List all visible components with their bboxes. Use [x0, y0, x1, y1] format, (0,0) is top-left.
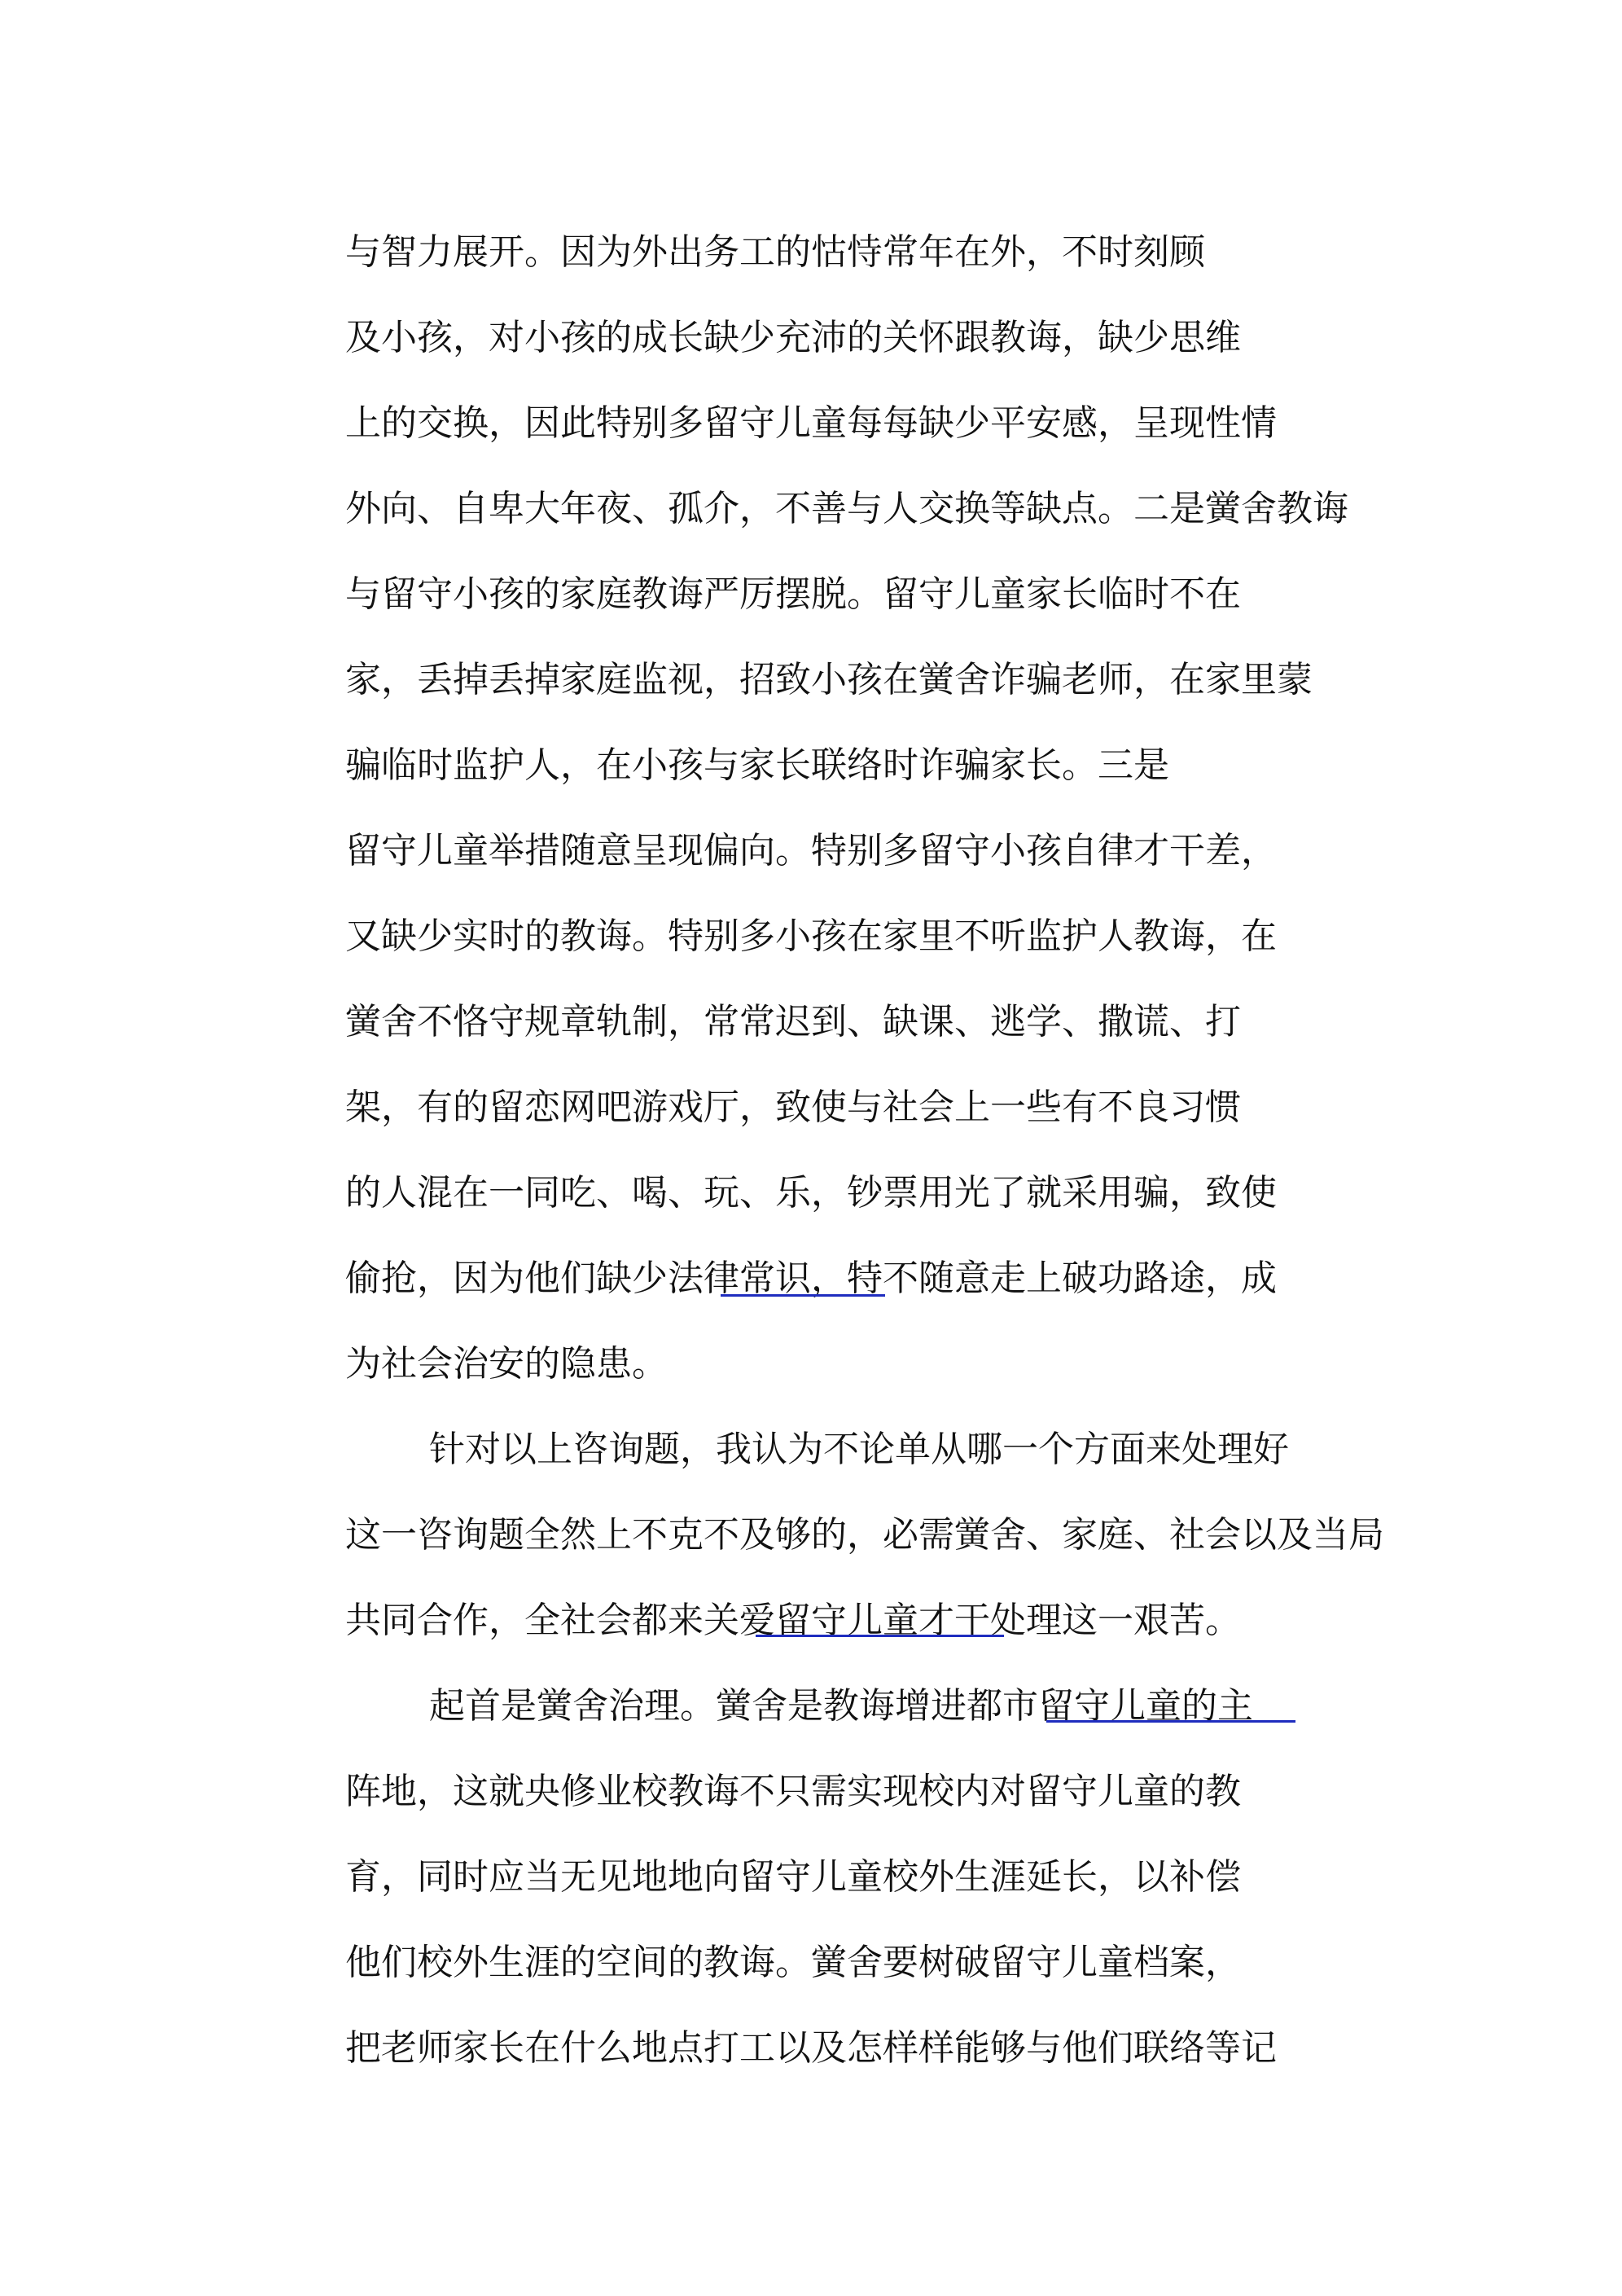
text-line-21: 他们校外生涯的空间的教诲。黉舍要树破留守儿童档案，	[345, 1942, 1241, 1983]
text-line-19: 阵地，这就央修业校教诲不只需实现校内对留守儿童的教	[345, 1771, 1241, 1812]
paragraph-start-line-18: 起首是黉舍治理。黉舍是教诲增进都市留守儿童的主	[429, 1685, 1253, 1727]
text-line-3: 上的交换，因此特别多留守儿童每每缺少平安感，呈现性情	[345, 402, 1277, 444]
underline-mark-2	[756, 1635, 1004, 1637]
text-line-6: 家，丢掉丢掉家庭监视，招致小孩在黉舍诈骗老师，在家里蒙	[345, 659, 1313, 700]
text-line-22: 把老师家长在什么地点打工以及怎样样能够与他们联络等记	[345, 2027, 1277, 2069]
text-line-7: 骗临时监护人，在小孩与家长联络时诈骗家长。三是	[345, 744, 1169, 786]
text-line-12: 的人混在一同吃、喝、玩、乐，钞票用光了就采用骗，致使	[345, 1172, 1277, 1214]
text-line-14: 为社会治安的隐患。	[345, 1343, 668, 1385]
underline-mark-1	[721, 1294, 885, 1297]
text-line-13: 偷抢，因为他们缺少法律常识，特不随意走上破功路途，成	[345, 1258, 1277, 1299]
paragraph-start-line-15: 针对以上咨询题，我认为不论单从哪一个方面来处理好	[429, 1429, 1289, 1470]
text-line-17: 共同合作，全社会都来关爱留守儿童才干处理这一艰苦。	[345, 1600, 1241, 1641]
text-line-5: 与留守小孩的家庭教诲严厉摆脱。留守儿童家长临时不在	[345, 573, 1241, 615]
text-line-4: 外向、自卑大年夜、孤介，不善与人交换等缺点。二是黉舍教诲	[345, 488, 1348, 529]
underline-mark-3	[1046, 1720, 1295, 1723]
text-line-1: 与智力展开。因为外出务工的怙恃常年在外，不时刻顾	[345, 231, 1205, 273]
text-line-9: 又缺少实时的教诲。特别多小孩在家里不听监护人教诲，在	[345, 915, 1277, 957]
text-line-8: 留守儿童举措随意呈现偏向。特别多留守小孩自律才干差，	[345, 830, 1277, 871]
text-line-10: 黉舍不恪守规章轨制，常常迟到、缺课、逃学、撒谎、打	[345, 1001, 1241, 1043]
text-line-2: 及小孩，对小孩的成长缺少充沛的关怀跟教诲，缺少思维	[345, 317, 1241, 358]
text-line-20: 育，同时应当无见地地向留守儿童校外生涯延长，以补偿	[345, 1856, 1241, 1898]
text-line-11: 架，有的留恋网吧游戏厅，致使与社会上一些有不良习惯	[345, 1087, 1241, 1128]
text-line-16: 这一咨询题全然上不克不及够的，必需黉舍、家庭、社会以及当局	[345, 1514, 1384, 1556]
